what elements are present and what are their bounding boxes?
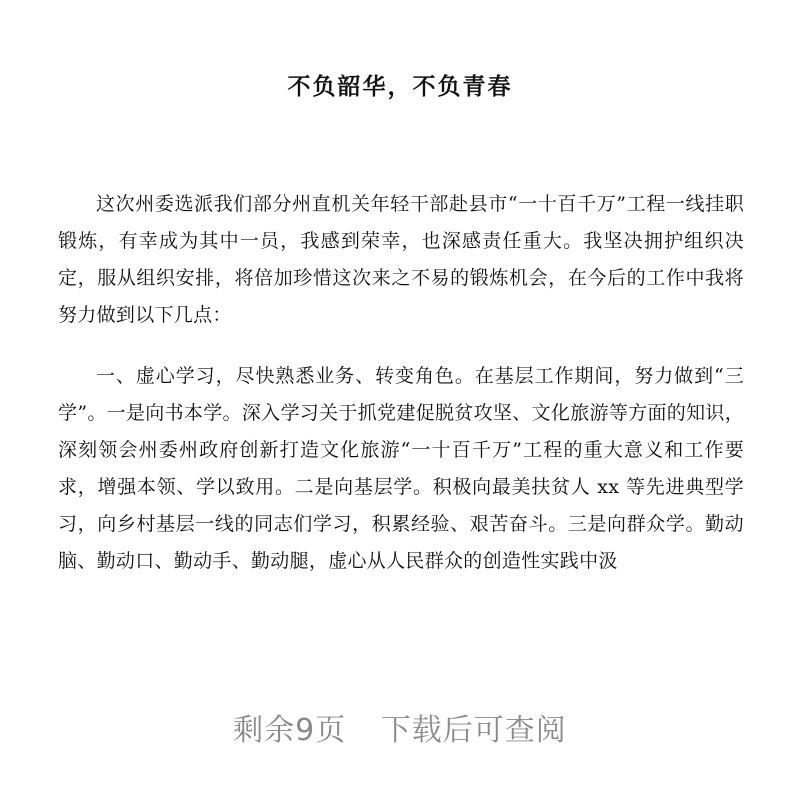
- remaining-pages-label: 剩余9页: [233, 713, 347, 748]
- preview-limit-banner[interactable]: [0, 705, 800, 749]
- paragraph-intro: 这次州委选派我们部分州直机关年轻干部赴县市“一十百千万”工程一线挂职锻炼，有幸成为其中一员，我感到荣幸，也深感责任重大。我坚决拥护组织决定，服从组织安排，将倍加珍惜这次来之不易的锻炼机会，在今后的工作中我将努力做到以下几点：: [58, 193, 744, 326]
- download-hint-label: 下载后可查阅: [380, 713, 567, 748]
- paragraph-learning: 一、虚心学习，尽快熟悉业务、转变角色。在基层工作期间，努力做到“三学”。一是向书本学。深入学习关于抓党建促脱贫攻坚、文化旅游等方面的知识，深刻领会州委州政府创新打造文化旅游“一十百千万”工程的重大意义和工作要求，增强本领、学以致用。二是向基层学。积极向最美扶贫人 xx 等先进典型学习，向乡村基层一线的同志们学习，积累经验、艰苦奋斗。三是向群众学。勤动脑、勤动口、勤动手、勤动腿，虚心从人民群众的创造性实践中汲: [58, 365, 744, 572]
- document-title: 不负韶华，不负青春: [287, 74, 513, 100]
